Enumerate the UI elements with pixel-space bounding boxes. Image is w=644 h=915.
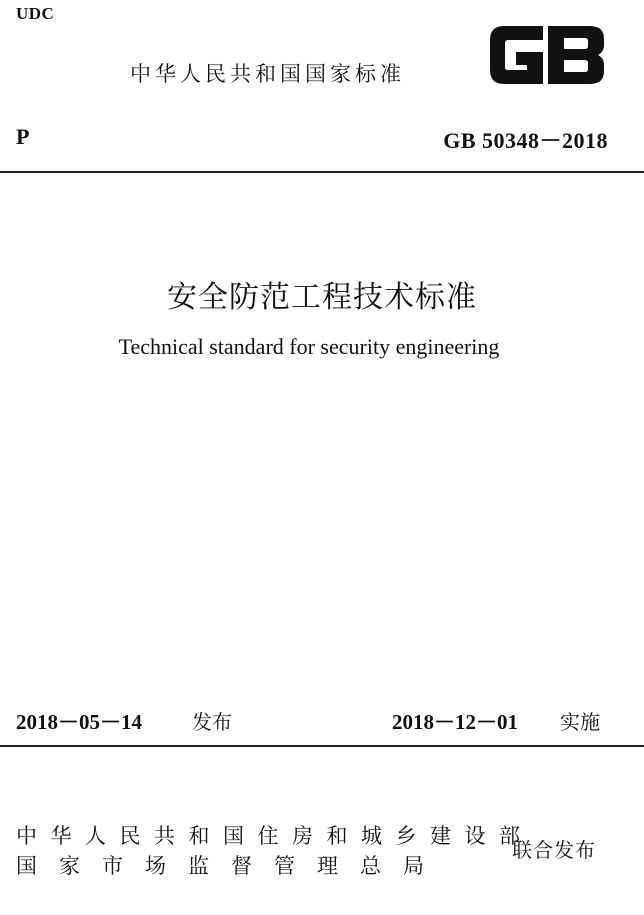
title-chinese: 安全防范工程技术标准 <box>167 280 477 315</box>
issue-label: 发布 <box>192 710 232 734</box>
title-english: Technical standard for security engineering <box>118 334 500 359</box>
category-code: P <box>16 124 30 149</box>
implementation-label: 实施 <box>560 710 600 734</box>
issue-date: 2018－05－14 <box>16 710 142 734</box>
gb-logo <box>486 22 608 88</box>
gb-logo-b <box>548 26 604 84</box>
standard-number: GB 50348－2018 <box>443 128 608 153</box>
top-divider <box>0 171 644 173</box>
joint-issue-label: 联合发布 <box>512 838 596 862</box>
issuer-administration: 国家市场监督管理总局 <box>16 854 446 878</box>
implementation-date: 2018－12－01 <box>392 710 518 734</box>
bottom-divider <box>0 745 644 747</box>
gb-logo-g <box>490 26 543 84</box>
udc-label: UDC <box>16 4 55 23</box>
issuer-ministry: 中华人民共和国住房和城乡建设部 <box>16 824 534 848</box>
national-standard-heading: 中华人民共和国国家标准 <box>130 62 405 86</box>
